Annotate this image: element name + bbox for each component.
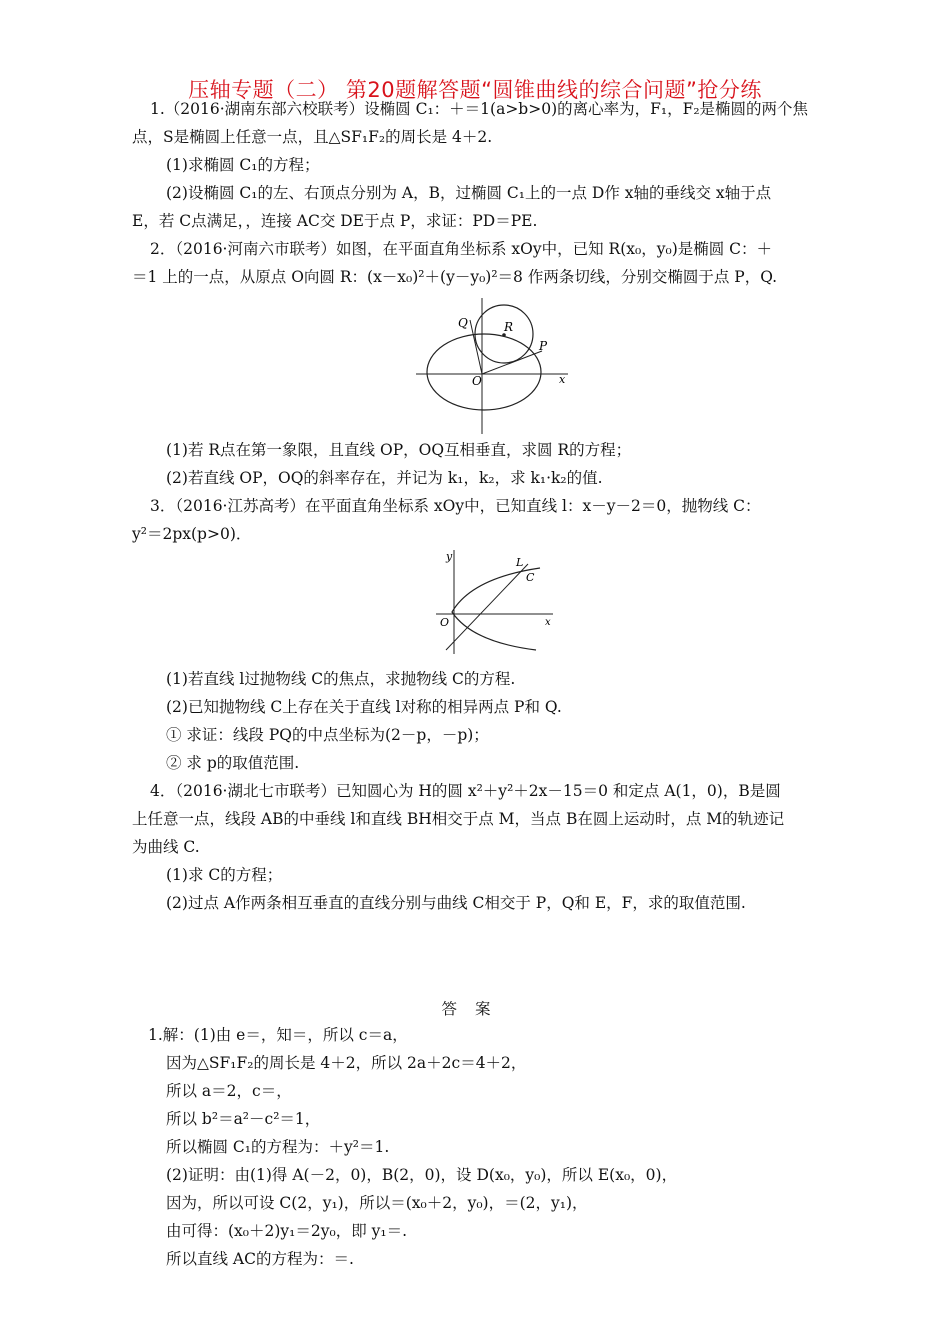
answer-heading: 答案: [441, 1000, 509, 1018]
problem-4-question-1: (1)求 C的方程；: [166, 866, 283, 884]
problem-4-line-3: 为曲线 C.: [132, 838, 200, 856]
parabola-line-figure: [432, 546, 557, 658]
problem-1-question-2b: E，若 C点满足，，连接 AC交 DE于点 P，求证：PD＝PE.: [132, 212, 538, 230]
fig1-label-x: x: [559, 373, 566, 386]
fig2-label-o: O: [440, 616, 450, 629]
answer-line-6: (2)证明：由(1)得 A(－2，0)，B(2，0)，设 D(x₀，y₀)，所以 E(x₀，0)，: [166, 1166, 678, 1184]
fig1-label-r: R: [504, 320, 514, 334]
answer-line-1: 1.解：(1)由 e＝，知＝，所以 c＝a，: [148, 1026, 408, 1044]
answer-line-9: 所以直线 AC的方程为：＝.: [166, 1250, 354, 1268]
problem-4-line-2: 上任意一点，线段 AB的中垂线 l和直线 BH相交于点 M，当点 B在圆上运动时，点 M的轨迹记: [132, 810, 785, 828]
problem-3-question-1: (1)若直线 l过抛物线 C的焦点，求抛物线 C的方程.: [166, 670, 516, 688]
answer-line-2: 因为△SF₁F₂的周长是 4＋2，所以 2a＋2c＝4＋2，: [166, 1054, 527, 1072]
problem-3-line-1: 3．（2016·江苏高考）在平面直角坐标系 xOy中，已知直线 l：x－y－2＝0，抛物线 C：: [150, 497, 761, 515]
problem-4-question-2: (2)过点 A作两条相互垂直的直线分别与曲线 C相交于 P，Q和 E，F，求的取值范围.: [166, 894, 746, 912]
problem-1-question-2a: (2)设椭圆 C₁的左、右顶点分别为 A，B，过椭圆 C₁上的一点 D作 x轴的垂线交 x轴于点: [166, 184, 772, 202]
problem-3-question-2-i: ① 求证：线段 PQ的中点坐标为(2－p，－p)；: [166, 726, 489, 744]
problem-2-line-1: 2．（2016·河南六市联考）如图，在平面直角坐标系 xOy中，已知 R(x₀，y₀)是椭圆 C：＋: [150, 240, 773, 258]
fig2-label-x: x: [545, 617, 551, 628]
fig2-label-y: y: [446, 550, 453, 563]
problem-3-line-2: y²＝2px(p>0)．: [132, 525, 252, 543]
fig1-label-o: O: [472, 374, 482, 388]
answer-line-8: 由可得：(x₀＋2)y₁＝2y₀，即 y₁＝.: [166, 1222, 408, 1240]
fig1-label-p: P: [539, 339, 548, 353]
problem-2-line-2: ＝1 上的一点，从原点 O向圆 R：(x－x₀)²＋(y－y₀)²＝8 作两条切线，分别交椭圆于点 P，Q.: [132, 268, 778, 286]
page-title: 压轴专题（二） 第20题解答题“圆锥曲线的综合问题”抢分练: [188, 78, 762, 102]
problem-2-question-2: (2)若直线 OP，OQ的斜率存在，并记为 k₁，k₂，求 k₁·k₂的值.: [166, 469, 603, 487]
fig1-label-q: Q: [458, 316, 468, 330]
ellipse-circle-figure: [412, 296, 572, 436]
answer-line-4: 所以 b²＝a²－c²＝1，: [166, 1110, 321, 1128]
problem-4-line-1: 4．（2016·湖北七市联考）已知圆心为 H的圆 x²＋y²＋2x－15＝0 和定点 A(1，0)，B是圆: [150, 782, 781, 800]
problem-1-question-1: (1)求椭圆 C₁的方程；: [166, 156, 320, 174]
problem-2-question-1: (1)若 R点在第一象限，且直线 OP，OQ互相垂直，求圆 R的方程；: [166, 441, 632, 459]
answer-line-7: 因为，所以可设 C(2，y₁)，所以＝(x₀＋2，y₀)，＝(2，y₁)，: [166, 1194, 588, 1212]
problem-3-question-2: (2)已知抛物线 C上存在关于直线 l对称的相异两点 P和 Q.: [166, 698, 562, 716]
fig2-label-l: L: [516, 556, 524, 569]
problem-3-question-2-ii: ② 求 p的取值范围.: [166, 754, 300, 772]
problem-1-line-2: 点，S是椭圆上任意一点，且△SF₁F₂的周长是 4＋2.: [132, 128, 493, 146]
fig2-label-c: C: [526, 571, 535, 584]
answer-line-5: 所以椭圆 C₁的方程为：＋y²＝1.: [166, 1138, 390, 1156]
problem-1-line-1: 1.（2016·湖南东部六校联考）设椭圆 C₁：＋＝1(a>b>0)的离心率为，F₁，F₂是椭圆的两个焦: [150, 100, 809, 118]
answer-line-3: 所以 a＝2，c＝，: [166, 1082, 292, 1100]
